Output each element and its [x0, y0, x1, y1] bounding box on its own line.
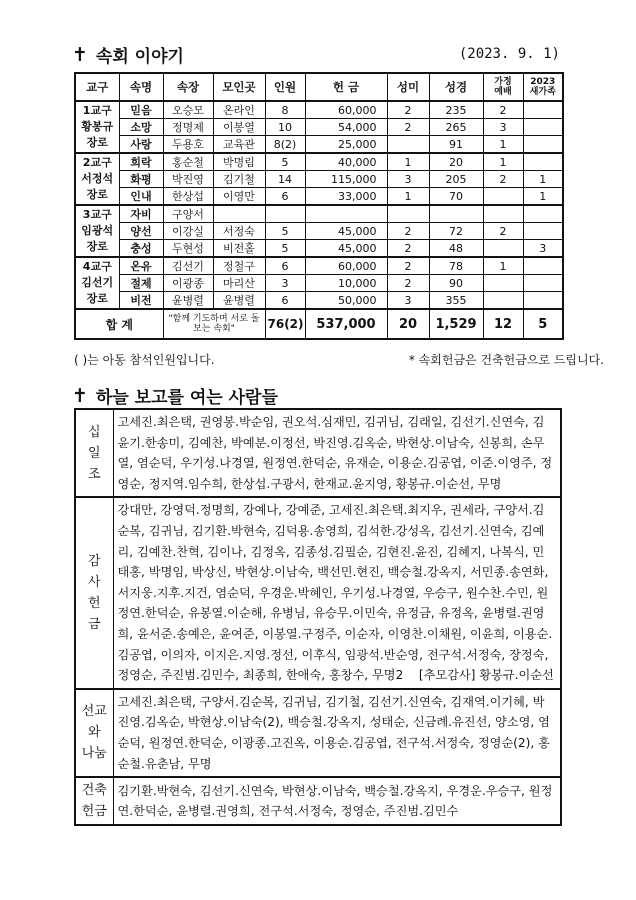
section-heading-donors: [72, 383, 278, 408]
header-offering: 헌 금: [305, 73, 387, 101]
district-name: 3교구: [82, 208, 112, 221]
cell-place: 박명림: [213, 153, 265, 171]
table-row: [75, 223, 563, 240]
cell-worship: [483, 188, 523, 206]
cell-place: 온라인: [213, 101, 265, 119]
header-people: 인원: [265, 73, 305, 101]
cell-people: 6: [265, 188, 305, 206]
donor-category: 십 일 조: [75, 409, 113, 497]
table-row: [75, 205, 563, 223]
donor-names: 고세진.최은택, 구양서.김순복, 김귀님, 김기철, 김선기.신연숙, 김재역.이기혜, 박진영.김옥순, 박현상.이남숙(2), 백승철.강옥지, 성태순, 신금례.유진선, 양소영, 염순덕, 원정연.한덕순, 이광종.고진옥, 이용순.김공엽, 전구석.서정숙, 정영순(2), 홍순철.유춘남, 무명: [113, 689, 561, 777]
cell-offering: [305, 205, 387, 223]
cell-bible: 355: [429, 292, 483, 310]
cell-group: 소망: [119, 119, 163, 136]
cell-rice: 2: [387, 275, 429, 292]
section-heading-sokhoe: [72, 42, 184, 67]
cell-offering: 10,000: [305, 275, 387, 292]
header-place: 모인곳: [213, 73, 265, 101]
donor-row: [75, 497, 561, 688]
donor-row: [75, 409, 561, 497]
table-row: [75, 153, 563, 171]
cell-rice: 2: [387, 101, 429, 119]
cell-group: 온유: [119, 257, 163, 275]
cell-bible: 70: [429, 188, 483, 206]
cell-bible: [429, 205, 483, 223]
cell-place: 마리산: [213, 275, 265, 292]
donor-category: 선교 와 나눔: [75, 689, 113, 777]
cell-offering: 40,000: [305, 153, 387, 171]
table-row: [75, 171, 563, 188]
cell-group: 비전: [119, 292, 163, 310]
cell-group: 믿음: [119, 101, 163, 119]
cell-bible: 48: [429, 240, 483, 258]
district-leader: 김선기: [81, 276, 114, 289]
donor-category: 건축 헌금: [75, 777, 113, 825]
cell-people: 5: [265, 240, 305, 258]
cell-worship: 2: [483, 101, 523, 119]
cell-people: 5: [265, 153, 305, 171]
total-people: 76(2): [265, 309, 305, 339]
cell-newfamily: [523, 153, 563, 171]
cell-worship: 2: [483, 171, 523, 188]
cross-icon: ✝: [72, 384, 88, 407]
cell-rice: 2: [387, 223, 429, 240]
district-leader: 황봉규: [81, 120, 114, 133]
cell-newfamily: [523, 119, 563, 136]
total-label: 합 계: [75, 309, 163, 339]
table-row: [75, 240, 563, 258]
cell-worship: 1: [483, 153, 523, 171]
cell-worship: [483, 205, 523, 223]
cell-newfamily: 1: [523, 188, 563, 206]
total-row: [75, 309, 563, 339]
cell-leader: 정명제: [163, 119, 213, 136]
total-offering: 537,000: [305, 309, 387, 339]
cell-offering: 33,000: [305, 188, 387, 206]
district-leader: 임광석: [81, 224, 114, 237]
total-bible: 1,529: [429, 309, 483, 339]
cell-newfamily: [523, 257, 563, 275]
cell-rice: 1: [387, 153, 429, 171]
section-title: 하늘 보고를 여는 사람들: [95, 388, 278, 408]
cell-group: 사랑: [119, 136, 163, 154]
table-row: [75, 188, 563, 206]
cell-worship: [483, 275, 523, 292]
cell-newfamily: [523, 136, 563, 154]
total-rice: 20: [387, 309, 429, 339]
table-row: [75, 101, 563, 119]
cell-newfamily: 3: [523, 240, 563, 258]
cell-leader: 두현성: [163, 240, 213, 258]
header-rice: 성미: [387, 73, 429, 101]
cell-bible: 235: [429, 101, 483, 119]
header-district: 교구: [75, 73, 119, 101]
district-cell: [75, 153, 119, 205]
cell-bible: 72: [429, 223, 483, 240]
donor-row: [75, 777, 561, 825]
cell-newfamily: [523, 223, 563, 240]
cell-place: 교육관: [213, 136, 265, 154]
cell-place: 정철구: [213, 257, 265, 275]
cell-newfamily: [523, 275, 563, 292]
total-motto: "함께 기도하며 서로 돌보는 속회": [163, 309, 265, 339]
cell-place: 김기철: [213, 171, 265, 188]
cross-icon: ✝: [72, 43, 88, 66]
cell-people: 6: [265, 292, 305, 310]
cell-bible: 265: [429, 119, 483, 136]
cell-worship: 3: [483, 119, 523, 136]
cell-newfamily: [523, 292, 563, 310]
header-home-worship: 가정 예배: [483, 73, 523, 101]
donor-row: [75, 689, 561, 777]
cell-people: 14: [265, 171, 305, 188]
district-title: 장로: [86, 240, 108, 253]
header-group-name: 속명: [119, 73, 163, 101]
cell-leader: 이광종: [163, 275, 213, 292]
cell-rice: 2: [387, 240, 429, 258]
cell-newfamily: 1: [523, 171, 563, 188]
cell-people: 10: [265, 119, 305, 136]
cell-group: 자비: [119, 205, 163, 223]
section-title: 속회 이야기: [95, 47, 184, 67]
district-title: 장로: [86, 292, 108, 305]
district-cell: [75, 257, 119, 309]
sokhoe-report-table: [74, 72, 564, 340]
cell-place: 서정숙: [213, 223, 265, 240]
table-header-row: [75, 73, 563, 101]
cell-people: 3: [265, 275, 305, 292]
cell-bible: 20: [429, 153, 483, 171]
cell-people: [265, 205, 305, 223]
total-newfamily: 5: [523, 309, 563, 339]
cell-rice: 3: [387, 292, 429, 310]
cell-leader: 두용호: [163, 136, 213, 154]
cell-leader: 이강실: [163, 223, 213, 240]
donor-table: [74, 408, 562, 826]
cell-offering: 50,000: [305, 292, 387, 310]
cell-bible: 205: [429, 171, 483, 188]
cell-newfamily: [523, 205, 563, 223]
table-row: [75, 257, 563, 275]
cell-bible: 90: [429, 275, 483, 292]
header-new-family: 2023 새가족: [523, 73, 563, 101]
table-row: [75, 119, 563, 136]
cell-group: 양선: [119, 223, 163, 240]
cell-rice: 3: [387, 171, 429, 188]
cell-rice: 1: [387, 188, 429, 206]
child-count-note: ( )는 아동 참석인원입니다.: [74, 353, 215, 367]
cell-leader: 윤병렬: [163, 292, 213, 310]
cell-place: 이영만: [213, 188, 265, 206]
cell-offering: 54,000: [305, 119, 387, 136]
cell-worship: 1: [483, 257, 523, 275]
cell-people: 8: [265, 101, 305, 119]
table-row: [75, 275, 563, 292]
cell-group: 절제: [119, 275, 163, 292]
cell-worship: [483, 292, 523, 310]
cell-leader: 박진영: [163, 171, 213, 188]
cell-worship: 2: [483, 223, 523, 240]
header-bible: 성경: [429, 73, 483, 101]
district-cell: [75, 101, 119, 153]
cell-offering: 25,000: [305, 136, 387, 154]
cell-place: 윤병렬: [213, 292, 265, 310]
cell-leader: 홍순철: [163, 153, 213, 171]
cell-newfamily: [523, 101, 563, 119]
cell-place: [213, 205, 265, 223]
donor-category: 감 사 헌 금: [75, 497, 113, 688]
district-title: 장로: [86, 188, 108, 201]
table-row: [75, 136, 563, 154]
donor-names: 김기환.박현숙, 김선기.신연숙, 박현상.이남숙, 백승철.강옥지, 우경운.우승구, 원정연.한덕순, 윤병렬.권영희, 전구석.서정숙, 정영순, 주진범.김민수: [113, 777, 561, 825]
cell-group: 충성: [119, 240, 163, 258]
cell-rice: [387, 136, 429, 154]
cell-offering: 115,000: [305, 171, 387, 188]
cell-people: 5: [265, 223, 305, 240]
cell-leader: 한상섭: [163, 188, 213, 206]
district-cell: [75, 205, 119, 257]
district-leader: 서정석: [81, 172, 114, 185]
cell-rice: 2: [387, 119, 429, 136]
cell-offering: 60,000: [305, 101, 387, 119]
cell-people: 8(2): [265, 136, 305, 154]
header-leader: 속장: [163, 73, 213, 101]
cell-offering: 45,000: [305, 223, 387, 240]
cell-place: 비전홀: [213, 240, 265, 258]
total-worship: 12: [483, 309, 523, 339]
cell-bible: 91: [429, 136, 483, 154]
cell-place: 이봉열: [213, 119, 265, 136]
donor-names: 강대만, 강영덕.정명희, 강예나, 강예준, 고세진.최은택.최지우, 권세라, 구양서.김순복, 김귀님, 김기환.박현숙, 김덕용.송영희, 김석한.강성옥, 김선기.신연숙, 김예리, 김예찬.찬혁, 김이나, 김정옥, 김종성.김필순, 김현진.윤진, 김혜지, 나복식, 민태홍, 박명임, 박상신, 박현상.이남숙, 백선민.현진, 백승철.강옥지, 서민종.송연화, 서지웅.지후.지건, 염순덕, 우경운.박혜인, 우기성.나경열, 우승구, 원수찬.수민, 원정연.한덕순, 유봉열.이순해, 유병님, 유승무.이민숙, 유정금, 유정옥, 윤병렬.권영희, 윤서준.송예은, 윤여준, 이봉열.구정주, 이순자, 이영찬.이채원, 이윤희, 이용순.김공엽, 이의자, 이지은.지영.정선, 이후식, 임광석.반순영, 전구석.서정숙, 장정숙, 정영순, 주진범.김민수, 최종희, 한애숙, 홍창수, 무명2 [추모감사] 황봉규.이순선: [113, 497, 561, 688]
cell-offering: 45,000: [305, 240, 387, 258]
cell-rice: [387, 205, 429, 223]
cell-leader: 김선기: [163, 257, 213, 275]
cell-group: 인내: [119, 188, 163, 206]
district-name: 1교구: [82, 104, 112, 117]
cell-leader: 오승모: [163, 101, 213, 119]
cell-leader: 구양서: [163, 205, 213, 223]
table-row: [75, 292, 563, 310]
report-date: (2023. 9. 1): [458, 46, 560, 62]
cell-offering: 60,000: [305, 257, 387, 275]
district-name: 2교구: [82, 156, 112, 169]
cell-group: 화평: [119, 171, 163, 188]
district-name: 4교구: [82, 260, 112, 273]
cell-group: 희락: [119, 153, 163, 171]
cell-worship: 1: [483, 136, 523, 154]
cell-worship: [483, 240, 523, 258]
donor-names: 고세진.최은택, 권영봉.박순임, 권오석.심재민, 김귀님, 김래일, 김선기.신연숙, 김윤기.한송미, 김예찬, 박예분.이정선, 박진영.김옥순, 박현상.이남숙, 신봉희, 손무열, 염순덕, 우기성.나경열, 원정연.한덕순, 유재순, 이용순.김공엽, 이준.이영주, 정영순, 정지역.임수희, 한상섭.구광서, 한재교.윤지영, 황봉규.이순선, 무명: [113, 409, 561, 497]
district-title: 장로: [86, 136, 108, 149]
cell-bible: 78: [429, 257, 483, 275]
cell-people: 6: [265, 257, 305, 275]
offering-note: * 속회헌금은 건축헌금으로 드립니다.: [408, 353, 604, 367]
cell-rice: 2: [387, 257, 429, 275]
